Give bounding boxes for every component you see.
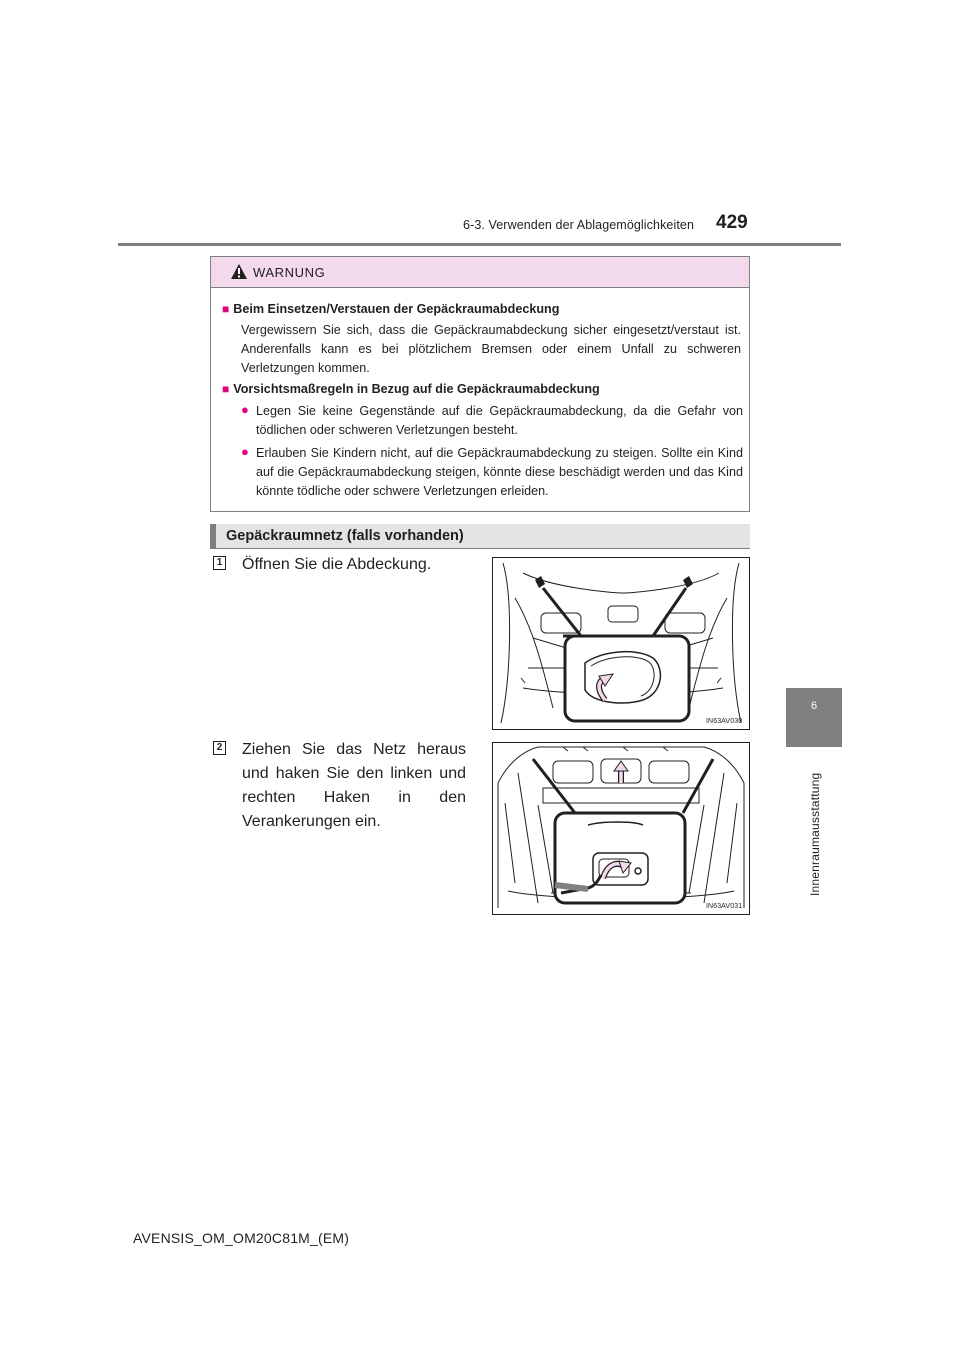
section-title: Gepäckraumnetz (falls vorhanden)	[226, 528, 464, 544]
section-marker	[210, 524, 216, 548]
warning-bullet-2-text: Erlauben Sie Kindern nicht, auf die Gepäckraumabdeckung zu steigen. Sollte ein Kind auf die Gepäckraumabdeckung steigen, könnte diese beschädigt werden und das Kind könnte tödliche oder schwere Verletzungen erleiden.	[256, 446, 743, 498]
running-header-section: 6-3. Verwenden der Ablagemöglichkeiten	[463, 218, 695, 232]
warning-bullet-2	[241, 444, 743, 501]
chapter-tab	[786, 688, 842, 747]
step-number-1: 1	[213, 556, 226, 570]
warning-box	[210, 256, 750, 512]
step-number-2: 2	[213, 741, 226, 755]
round-bullet-icon: ●	[241, 444, 249, 459]
rear-seat-illustration	[493, 558, 749, 729]
figure-code-2: IN63AV031	[706, 903, 743, 910]
square-bullet-icon: ■	[222, 382, 230, 396]
warning-paragraph-1: Vergewissern Sie sich, dass die Gepäckraumabdeckung sicher eingesetzt/verstaut ist. Anderenfalls kann es bei plötzlichem Bremsen oder einem Unfall zu schweren Verletzungen kommen.	[241, 323, 741, 375]
chapter-side-label: Innenraumausstattung	[808, 772, 822, 896]
step-text-1: Öffnen Sie die Abdeckung.	[242, 556, 432, 573]
figure-hook-net	[492, 742, 750, 915]
page-number: 429	[716, 212, 748, 233]
warning-title: WARNUNG	[253, 265, 326, 280]
warning-heading-2	[222, 380, 742, 399]
chapter-number: 6	[810, 700, 818, 712]
warning-bullet-1-text: Legen Sie keine Gegenstände auf die Gepäckraumabdeckung, da die Gefahr von tödlichen oder schweren Verletzungen besteht.	[256, 404, 743, 437]
warning-heading-1	[222, 300, 742, 319]
round-bullet-icon: ●	[241, 402, 249, 417]
step-text-2: Ziehen Sie das Netz heraus und haken Sie den linken und rechten Haken in den Verankerungen ein.	[242, 741, 466, 830]
footer-doc-id: AVENSIS_OM_OM20C81M_(EM)	[133, 1230, 350, 1246]
warning-triangle-icon	[230, 263, 248, 280]
section-heading-bar	[210, 524, 750, 549]
square-bullet-icon: ■	[222, 302, 230, 316]
warning-bullet-1	[241, 402, 743, 440]
warning-heading-1-text: Beim Einsetzen/Verstauen der Gepäckraumabdeckung	[233, 302, 560, 316]
warning-heading-2-text: Vorsichtsmaßregeln in Bezug auf die Gepäckraumabdeckung	[233, 382, 600, 396]
chapter-side-label-wrapper	[805, 756, 825, 896]
figure-open-cover	[492, 557, 750, 730]
header-rule	[118, 243, 841, 246]
luggage-compartment-illustration	[493, 743, 749, 914]
warning-header	[211, 257, 749, 288]
figure-code-1: IN63AV030	[706, 718, 743, 725]
